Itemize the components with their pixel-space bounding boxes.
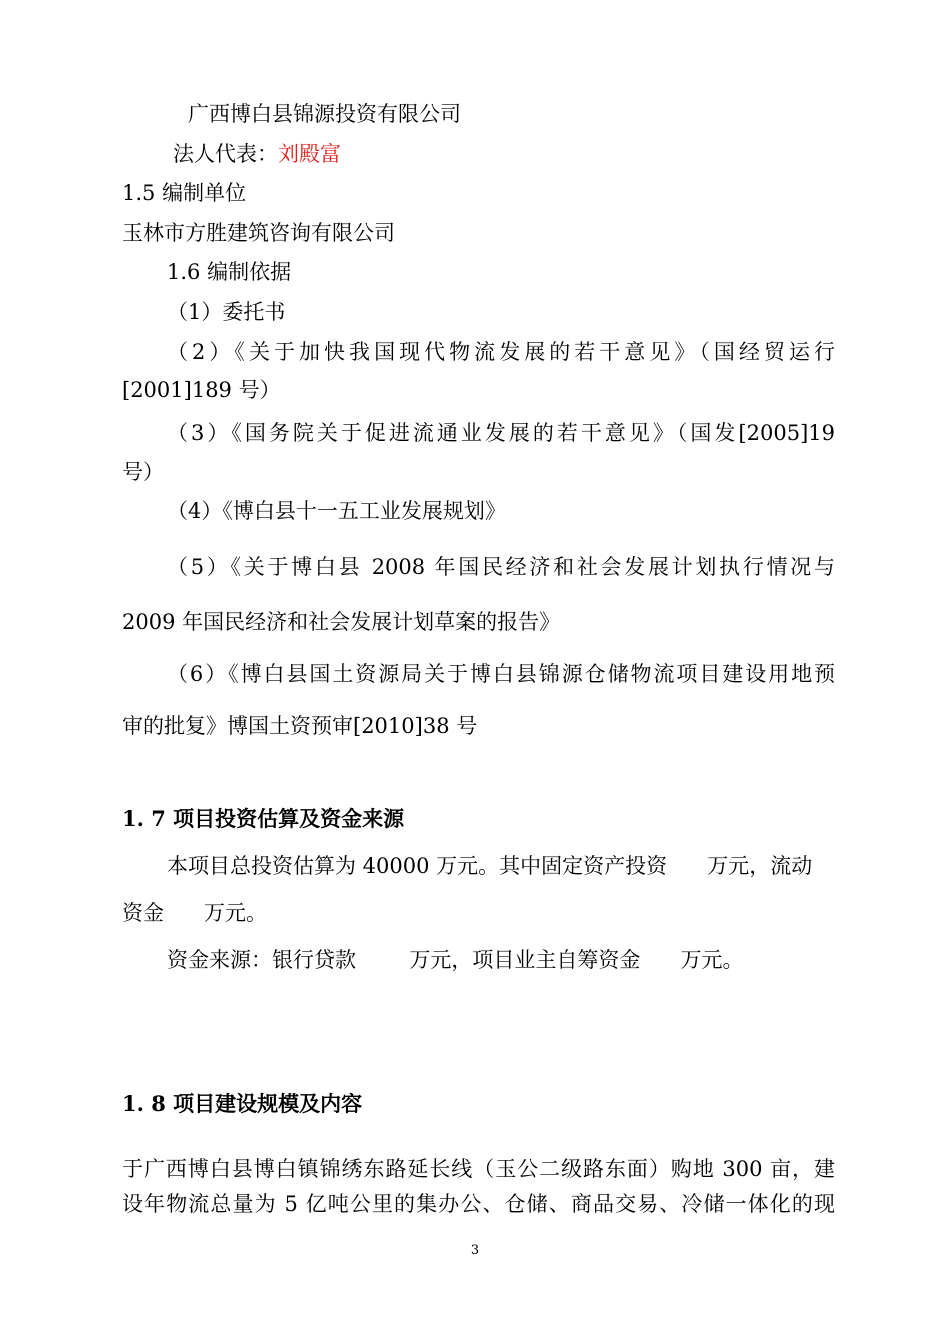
basis-item-4: （4）《博白县十一五工业发展规划》 <box>167 499 506 523</box>
basis-item-2-line1: （2）《关于加快我国现代物流发展的若干意见》（国经贸运行 <box>167 340 835 364</box>
section-1-6-heading: 1.6 编制依据 <box>167 260 292 284</box>
compiling-org: 玉林市方胜建筑咨询有限公司 <box>122 221 395 245</box>
basis-item-5-line1: （5）《关于博白县 2008 年国民经济和社会发展计划执行情况与 <box>167 555 835 579</box>
section-1-8-heading: 1. 8 项目建设规模及内容 <box>122 1091 363 1116</box>
owner-company: 广西博白县锦源投资有限公司 <box>188 102 461 126</box>
legal-representative <box>173 140 341 168</box>
basis-item-3-line1: （3）《国务院关于促进流通业发展的若干意见》（国发[2005]19 <box>167 421 835 445</box>
basis-item-1: （1）委托书 <box>167 300 286 324</box>
funding-source-para: 资金来源：银行贷款 万元，项目业主自筹资金 万元。 <box>167 948 744 972</box>
page-number: 3 <box>470 1243 480 1258</box>
scope-para-line1: 于广西博白县博白镇锦绣东路延长线（玉公二级路东面）购地 300 亩，建 <box>122 1157 835 1181</box>
rep-label: 法人代表： <box>173 142 278 166</box>
scope-para-line2: 设年物流总量为 5 亿吨公里的集办公、仓储、商品交易、冷储一体化的现 <box>122 1192 835 1216</box>
rep-name: 刘殿富 <box>278 142 341 166</box>
basis-item-5-line2: 2009 年国民经济和社会发展计划草案的报告》 <box>122 610 561 634</box>
basis-item-6-line2: 审的批复》博国土资预审[2010]38 号 <box>122 714 478 738</box>
basis-item-6-line1: （6）《博白县国土资源局关于博白县锦源仓储物流项目建设用地预 <box>167 662 835 686</box>
investment-para-line1: 本项目总投资估算为 40000 万元。其中固定资产投资 万元，流动 <box>167 854 813 878</box>
basis-item-2-line2: [2001]189 号） <box>122 378 281 402</box>
section-1-7-heading: 1. 7 项目投资估算及资金来源 <box>122 806 405 831</box>
investment-para-line2: 资金 万元。 <box>122 901 268 925</box>
basis-item-3-line2: 号） <box>122 460 164 484</box>
section-1-5-heading: 1.5 编制单位 <box>122 181 247 205</box>
